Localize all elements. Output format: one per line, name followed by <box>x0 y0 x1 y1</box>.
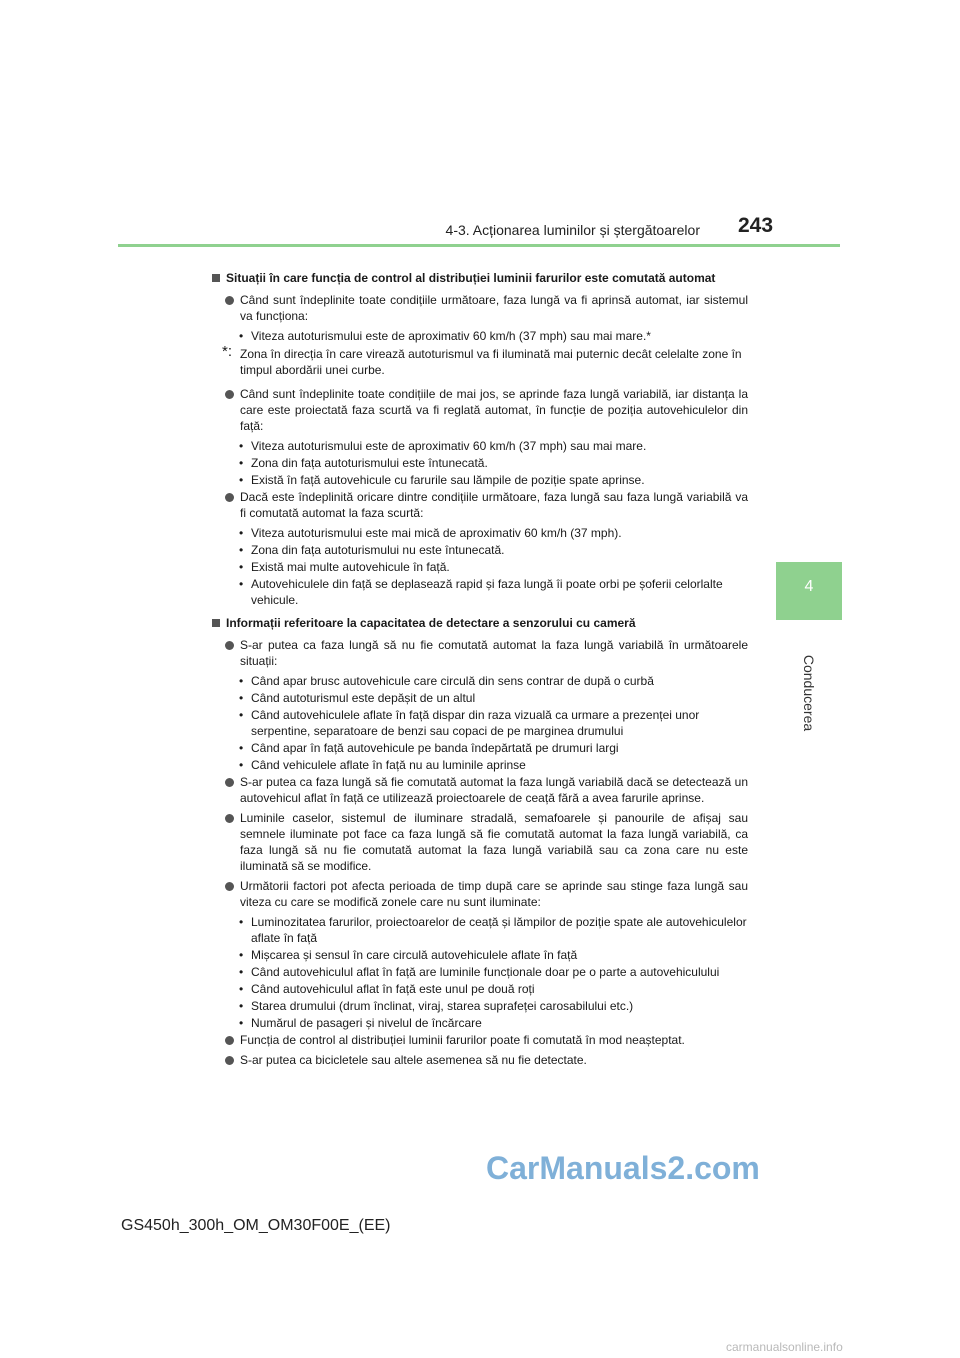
circle-bullet-icon <box>225 641 234 650</box>
bullet-icon: • <box>239 543 244 557</box>
list-item <box>212 637 748 669</box>
list-item <box>212 1032 748 1048</box>
watermark-site: carmanualsonline.info <box>726 1340 843 1354</box>
circle-bullet-icon <box>225 1056 234 1065</box>
sub-item <box>212 525 748 541</box>
circle-bullet-icon <box>225 390 234 399</box>
bullet-icon: • <box>239 915 244 929</box>
chapter-label: Conducerea <box>801 654 817 732</box>
sub-item <box>212 455 748 471</box>
sub-item-text: Când autovehiculul aflat în față este unul pe două roți <box>251 982 535 996</box>
list-item <box>212 292 748 324</box>
list-item-text: Când sunt îndeplinite toate condițiile de mai jos, se aprinde faza lungă variabilă, iar distanța la care este proiectată faza scurtă va fi reglată automat, în funcție de poziția autovehiculelor din față: <box>240 387 748 433</box>
section-heading <box>212 270 748 286</box>
circle-bullet-icon <box>225 814 234 823</box>
sub-item-text: Când apar în față autovehicule pe banda îndepărtată pe drumuri largi <box>251 741 619 755</box>
list-item-text: Următorii factori pot afecta perioada de timp după care se aprinde sau stinge faza lungă sau viteza cu care se modifică zonele care nu sunt iluminate: <box>240 879 748 909</box>
sub-item <box>212 947 748 963</box>
bullet-icon: • <box>239 708 244 722</box>
sub-item-text: Când autovehiculele aflate în față dispar din raza vizuală ca urmare a prezenței unor serpentine, separatoare de benzi sau copaci de pe marginea drumului <box>251 708 700 738</box>
sub-item-text: Când autoturismul este depășit de un altul <box>251 691 476 705</box>
sub-item-text: Numărul de pasageri și nivelul de încărcare <box>251 1016 482 1030</box>
footer-model-code: GS450h_300h_OM_OM30F00E_(EE) <box>121 1217 391 1234</box>
bullet-icon: • <box>239 329 244 343</box>
sub-item-text: Autovehiculele din față se deplasează rapid și faza lungă îi poate orbi pe șoferii celorlalte vehicule. <box>251 577 723 607</box>
section-heading-text: Situații în care funcția de control al distribuției luminii farurilor este comutată automat <box>226 271 716 285</box>
list-item <box>212 386 748 434</box>
bullet-icon: • <box>239 965 244 979</box>
bullet-icon: • <box>239 1016 244 1030</box>
sub-item-text: Zona din fața autoturismului nu este întunecată. <box>251 543 505 557</box>
sub-item <box>212 328 748 344</box>
sub-item <box>212 740 748 756</box>
list-item-text: S-ar putea ca bicicletele sau altele asemenea să nu fie detectate. <box>240 1053 587 1067</box>
sub-item <box>212 673 748 689</box>
sub-item-text: Există în față autovehicule cu farurile sau lămpile de poziție spate aprinse. <box>251 473 645 487</box>
list-item-text: Dacă este îndeplinită oricare dintre condițiile următoare, faza lungă sau faza lungă variabilă va fi comutată automat la faza scurtă: <box>240 490 748 520</box>
sub-item-text: Starea drumului (drum înclinat, viraj, starea suprafeței carosabilului etc.) <box>251 999 634 1013</box>
sub-item <box>212 1015 748 1031</box>
bullet-icon: • <box>239 758 244 772</box>
list-item-text: Funcția de control al distribuției luminii farurilor poate fi comutată în mod neașteptat. <box>240 1033 685 1047</box>
watermark-logo: CarManuals2.com <box>486 1150 760 1186</box>
bullet-icon: • <box>239 691 244 705</box>
footnote <box>212 343 748 378</box>
sub-item <box>212 438 748 454</box>
section-heading <box>212 615 748 631</box>
bullet-icon: • <box>239 473 244 487</box>
chapter-strip <box>776 622 842 764</box>
sub-item-text: Viteza autoturismului este de aproximativ 60 km/h (37 mph) sau mai mare.* <box>251 329 651 343</box>
bullet-icon: • <box>239 999 244 1013</box>
bullet-icon: • <box>239 982 244 996</box>
circle-bullet-icon <box>225 493 234 502</box>
chapter-number: 4 <box>804 578 814 595</box>
sub-item <box>212 998 748 1014</box>
sub-item <box>212 576 748 608</box>
list-item <box>212 810 748 874</box>
circle-bullet-icon <box>225 778 234 787</box>
sub-item <box>212 472 748 488</box>
list-item-text: S-ar putea ca faza lungă să fie comutată automat la faza lungă variabilă dacă se detectează un autovehicul aflat în față ce utilizează proiectoarele de ceață fără a avea farurile aprinse. <box>240 775 748 805</box>
bullet-icon: • <box>239 560 244 574</box>
list-item <box>212 1052 748 1068</box>
sub-item <box>212 542 748 558</box>
sub-item <box>212 981 748 997</box>
bullet-icon: • <box>239 526 244 540</box>
sub-item <box>212 559 748 575</box>
chapter-tab <box>776 562 842 620</box>
circle-bullet-icon <box>225 296 234 305</box>
sub-item-text: Când apar brusc autovehicule care circulă din sens contrar de după o curbă <box>251 674 654 688</box>
sub-item <box>212 914 748 946</box>
sub-item-text: Viteza autoturismului este mai mică de aproximativ 60 km/h (37 mph). <box>251 526 622 540</box>
sub-item <box>212 757 748 773</box>
circle-bullet-icon <box>225 1036 234 1045</box>
bullet-icon: • <box>239 674 244 688</box>
bullet-icon: • <box>239 456 244 470</box>
list-item-text: Luminile caselor, sistemul de iluminare stradală, semafoarele și panourile de afișaj sau semnele iluminate pot face ca faza lungă să fie comutată automat la faza lungă variabilă, ca faza lungă să nu fie comutată automat la faza lungă variabilă sau ca zona care nu este iluminată să se modifice. <box>240 811 748 873</box>
sub-item-text: Există mai multe autovehicule în față. <box>251 560 450 574</box>
sub-item-text: Când autovehiculul aflat în față are luminile funcționale doar pe o parte a autovehiculului <box>251 965 720 979</box>
sub-item <box>212 964 748 980</box>
sub-item-text: Viteza autoturismului este de aproximativ 60 km/h (37 mph) sau mai mare. <box>251 439 647 453</box>
content <box>212 270 748 1072</box>
list-item <box>212 774 748 806</box>
list-item <box>212 878 748 910</box>
bullet-icon: • <box>239 948 244 962</box>
sub-item-text: Când vehiculele aflate în față nu au luminile aprinse <box>251 758 526 772</box>
footnote-mark: *: <box>222 343 233 360</box>
list-item-text: S-ar putea ca faza lungă să nu fie comutată automat la faza lungă variabilă în următoarele situații: <box>240 638 748 668</box>
sub-item <box>212 707 748 739</box>
sub-item <box>212 690 748 706</box>
sub-item-text: Luminozitatea farurilor, proiectoarelor de ceață și lămpilor de poziție spate ale autovehiculelor aflate în față <box>251 915 747 945</box>
sub-item-text: Mișcarea și sensul în care circulă autovehiculele aflate în față <box>251 948 578 962</box>
page-number: 243 <box>738 214 774 237</box>
bullet-icon: • <box>239 439 244 453</box>
bullet-icon: • <box>239 741 244 755</box>
header-rule <box>118 244 840 247</box>
footnote-text: Zona în direcția în care virează autoturismul va fi iluminată mai puternic decât celelalte zone în timpul abordării unei curbe. <box>240 347 742 377</box>
list-item-text: Când sunt îndeplinite toate condițiile următoare, faza lungă va fi aprinsă automat, iar sistemul va funcționa: <box>240 293 748 323</box>
square-bullet-icon <box>212 274 220 282</box>
bullet-icon: • <box>239 577 244 591</box>
sub-item-text: Zona din fața autoturismului este întunecată. <box>251 456 488 470</box>
circle-bullet-icon <box>225 882 234 891</box>
list-item <box>212 489 748 521</box>
square-bullet-icon <box>212 619 220 627</box>
section-heading-text: Informații referitoare la capacitatea de detectare a senzorului cu cameră <box>226 616 636 630</box>
section-title: 4-3. Acționarea luminilor și ștergătoarelor <box>445 222 700 238</box>
